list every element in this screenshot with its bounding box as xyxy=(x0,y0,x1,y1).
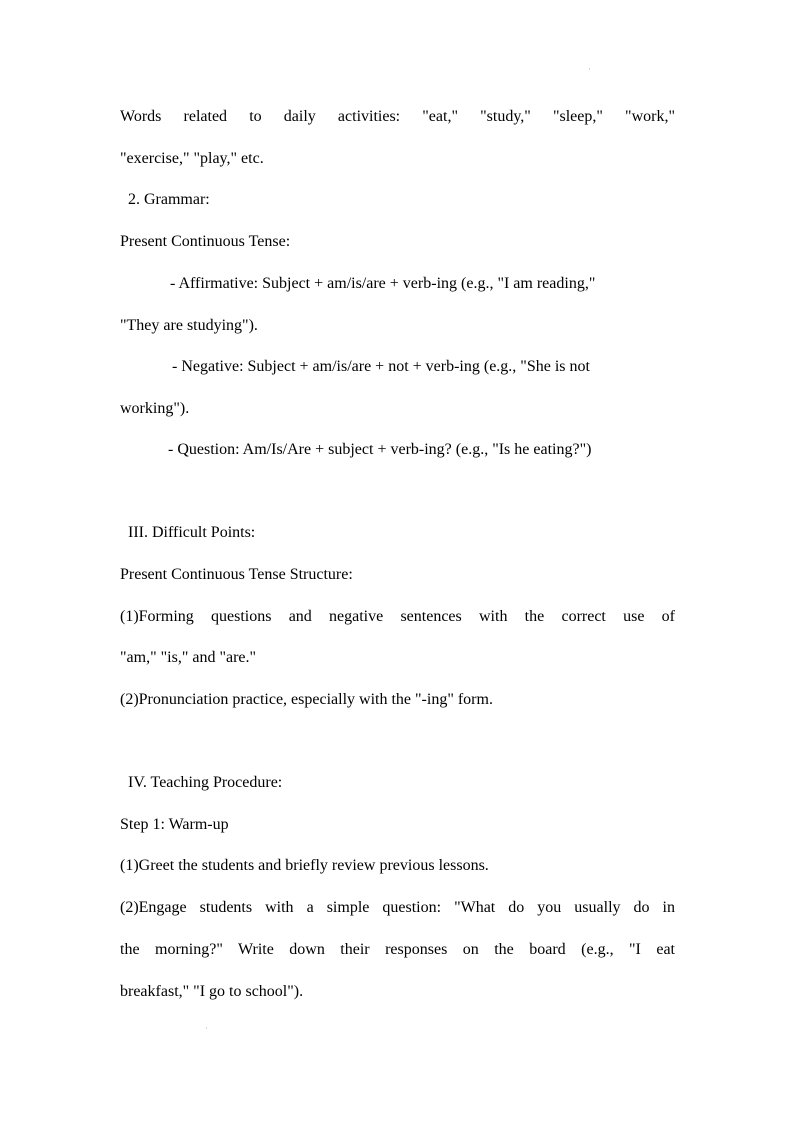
negative-line-2: working"). xyxy=(120,400,190,417)
present-continuous-label: Present Continuous Tense: xyxy=(120,233,291,250)
scan-mark-bottom xyxy=(206,1027,207,1029)
affirmative-line-1: - Affirmative: Subject + am/is/are + verb-ing (e.g., "I am reading," xyxy=(170,275,596,292)
vocabulary-line-1: Words related to daily activities: "eat," "study," "sleep," "work," xyxy=(120,108,675,125)
negative-line-1: - Negative: Subject + am/is/are + not + verb-ing (e.g., "She is not xyxy=(172,358,590,375)
step-1-item-1: (1)Greet the students and briefly review previous lessons. xyxy=(120,857,489,874)
vocabulary-line-2: "exercise," "play," etc. xyxy=(120,150,264,167)
section-difficult-points-heading: III. Difficult Points: xyxy=(128,524,256,541)
question-line: - Question: Am/Is/Are + subject + verb-ing? (e.g., "Is he eating?") xyxy=(168,441,592,458)
section-grammar-heading: 2. Grammar: xyxy=(128,191,210,208)
difficult-point-1-line-1: (1)Forming questions and negative sentences with the correct use of xyxy=(120,608,675,625)
scan-mark-top xyxy=(589,68,590,70)
step-1-item-2-line-1: (2)Engage students with a simple question: "What do you usually do in xyxy=(120,899,675,916)
step-1-item-2-line-3: breakfast," "I go to school"). xyxy=(120,983,304,1000)
step-1-heading: Step 1: Warm-up xyxy=(120,816,229,833)
step-1-item-2-line-2: the morning?" Write down their responses on the board (e.g., "I eat xyxy=(120,941,675,958)
tense-structure-label: Present Continuous Tense Structure: xyxy=(120,566,353,583)
difficult-point-1-line-2: "am," "is," and "are." xyxy=(120,649,257,666)
section-teaching-procedure-heading: IV. Teaching Procedure: xyxy=(128,774,283,791)
affirmative-line-2: "They are studying"). xyxy=(120,317,258,334)
difficult-point-2: (2)Pronunciation practice, especially with the "-ing" form. xyxy=(120,691,493,708)
